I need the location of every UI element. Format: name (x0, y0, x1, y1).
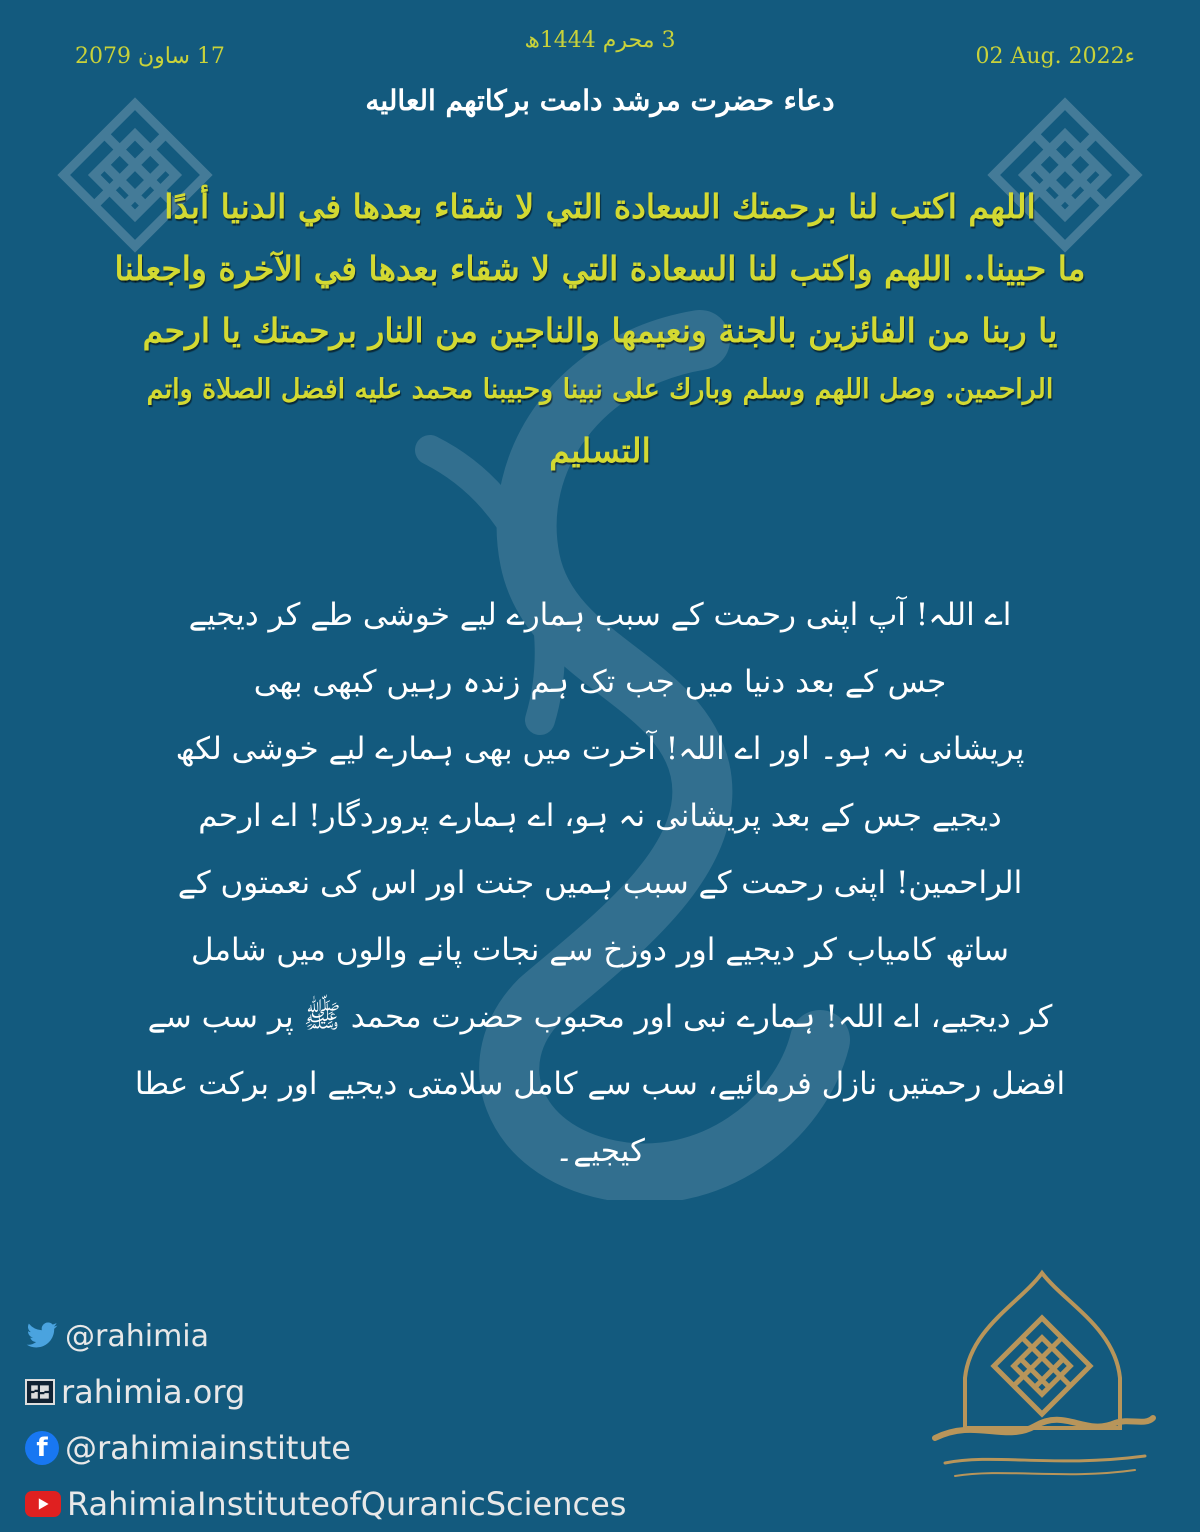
urdu-line: جس کے بعد دنیا میں جب تک ہم زندہ رہیں کبھی بھی (253, 664, 947, 700)
youtube-icon (25, 1491, 61, 1517)
arabic-line: اللهم اكتب لنا برحمتك السعادة التي لا شقاء بعدها في الدنيا أبدًا (164, 187, 1036, 226)
twitter-handle: @rahimia (65, 1318, 210, 1354)
website-url: rahimia.org (61, 1373, 246, 1411)
youtube-link[interactable] (25, 1476, 626, 1532)
rahimia-institute-logo (915, 1268, 1170, 1488)
urdu-line: کر دیجیے، اے اللہ! ہمارے نبی اور محبوب حضرت محمد ﷺ پر سب سے (147, 999, 1053, 1035)
facebook-link[interactable] (25, 1420, 626, 1476)
gregorian-date: 02 Aug. 2022ء (975, 44, 1135, 69)
facebook-handle: @rahimiainstitute (65, 1429, 351, 1467)
arabic-line: التسليم (549, 431, 651, 470)
arabic-supplication (80, 187, 1120, 496)
arabic-line: يا ربنا من الفائزين بالجنة ونعيمها والناجين من النار برحمتك يا ارحم (142, 311, 1058, 350)
twitter-link[interactable] (25, 1308, 626, 1364)
urdu-line: کیجیے۔ (555, 1133, 645, 1169)
urdu-line: دیجیے جس کے بعد پریشانی نہ ہو، اے ہمارے پروردگار! اے ارحم (198, 798, 1002, 834)
bikrami-date: 17 ساون 2079 (75, 44, 225, 69)
page-title: دعاء حضرت مرشد دامت برکاتهم العالیه (365, 84, 835, 117)
hijri-date: 3 محرم 1444ھ (524, 28, 676, 53)
urdu-line: اے اللہ! آپ اپنی رحمت کے سبب ہمارے لیے خوشی طے کر دیجیے (188, 597, 1012, 633)
urdu-line: الراحمین! اپنی رحمت کے سبب ہمیں جنت اور اس کی نعمتوں کے (177, 865, 1023, 901)
urdu-translation (130, 597, 1070, 1203)
globe-icon (25, 1379, 55, 1405)
facebook-icon: f (25, 1431, 59, 1465)
arabic-line: ما حيينا.. اللهم واكتب لنا السعادة التي لا شقاء بعدها في الآخرة واجعلنا (114, 249, 1086, 288)
arabic-line: الراحمين. وصل اللهم وسلم وبارك على نبينا وحبيبنا محمد عليه افضل الصلاة واتم (146, 374, 1054, 405)
urdu-line: پریشانی نہ ہو۔ اور اے اللہ! آخرت میں بھی ہمارے لیے خوشی لکھ (175, 731, 1025, 767)
social-links (25, 1308, 626, 1532)
website-link[interactable] (25, 1364, 626, 1420)
urdu-line: افضل رحمتیں نازل فرمائیے، سب سے کامل سلامتی دیجیے اور برکت عطا (134, 1066, 1066, 1102)
twitter-icon (25, 1322, 59, 1350)
urdu-line: ساتھ کامیاب کر دیجیے اور دوزخ سے نجات پانے والوں میں شامل (190, 932, 1010, 968)
youtube-channel: RahimiaInstituteofQuranicSciences (67, 1485, 627, 1523)
